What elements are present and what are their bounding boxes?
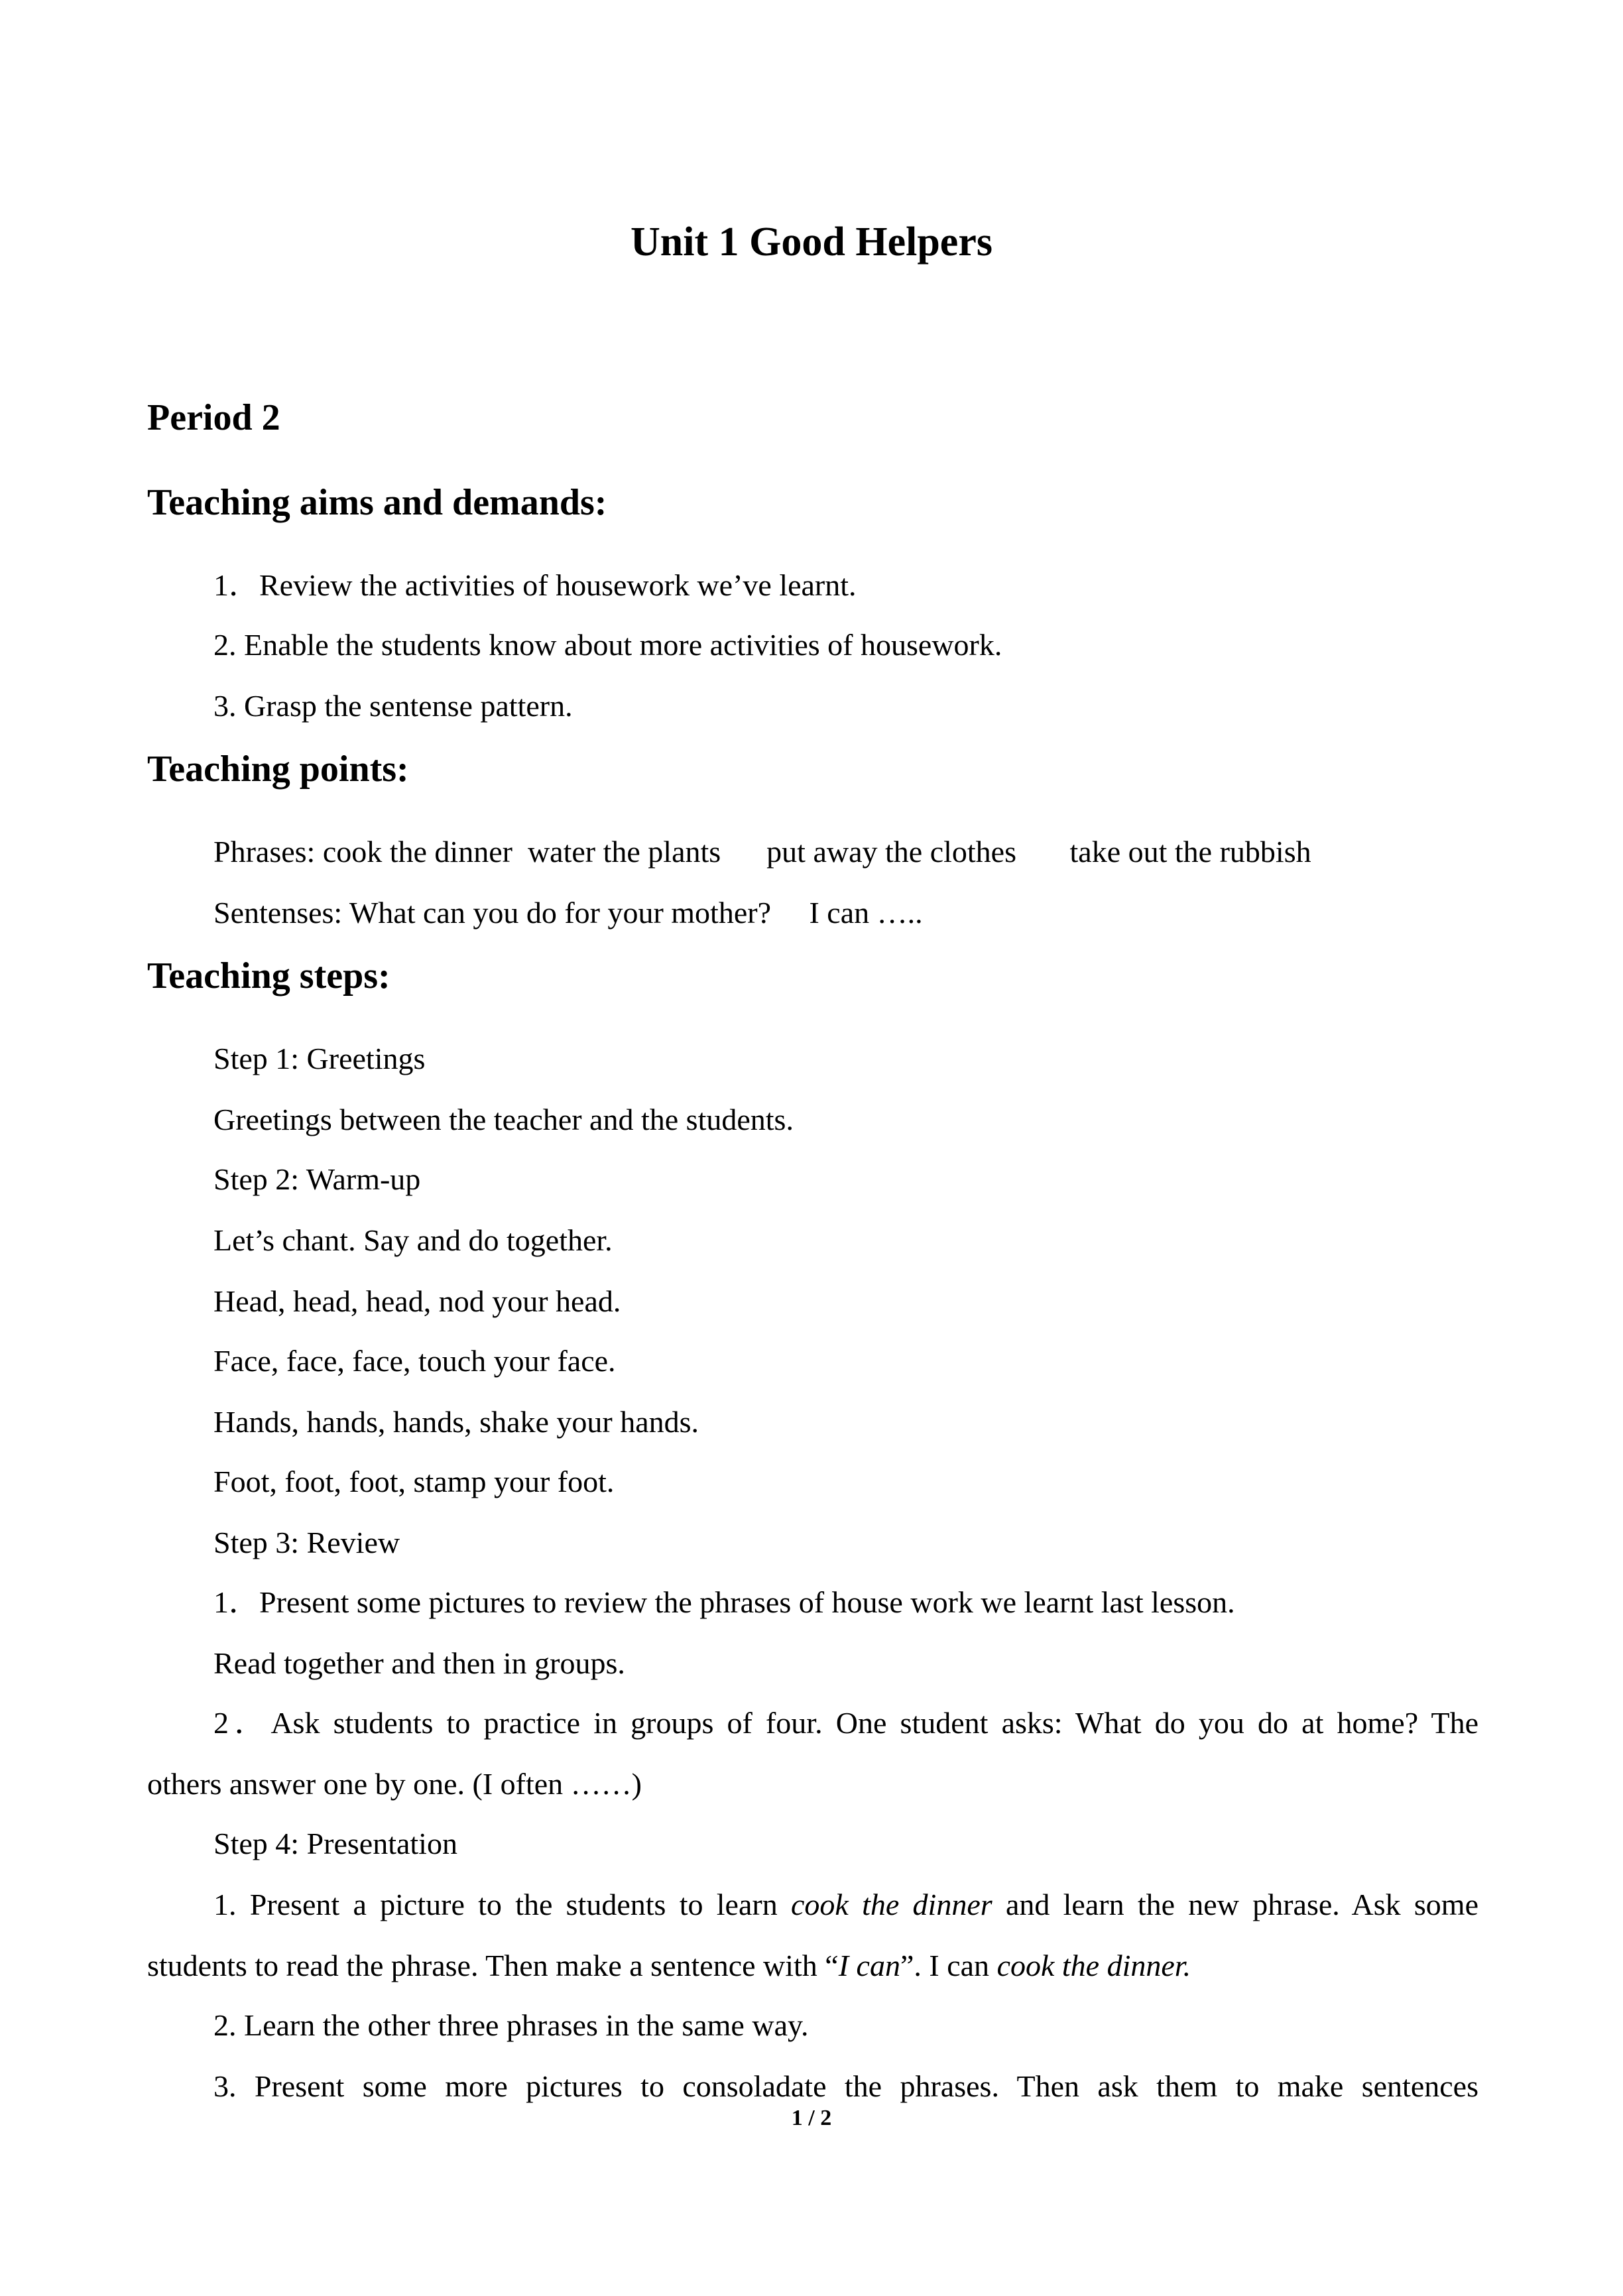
- quote-emphasis: I can: [838, 1949, 900, 1982]
- chant-line: Hands, hands, hands, shake your hands.: [213, 1405, 699, 1439]
- phrase-emphasis: cook the dinner: [790, 1888, 992, 1921]
- step3-item-continued: others answer one by one. (I often ……): [147, 1767, 642, 1801]
- points-heading: Teaching points:: [147, 749, 409, 790]
- step3-title: Step 3: Review: [213, 1526, 400, 1559]
- step1-title: Step 1: Greetings: [213, 1042, 426, 1075]
- document-title: Unit 1 Good Helpers: [631, 219, 992, 265]
- phrase-emphasis: cook the dinner.: [996, 1949, 1191, 1982]
- step2-intro: Let’s chant. Say and do together.: [213, 1223, 613, 1257]
- aims-heading: Teaching aims and demands:: [147, 482, 607, 523]
- step4-title: Step 4: Presentation: [213, 1827, 457, 1860]
- step2-title: Step 2: Warm-up: [213, 1162, 421, 1196]
- step3-item: 1．Present some pictures to review the phrases of house work we learnt last lesson.: [213, 1585, 1235, 1619]
- chant-line: Foot, foot, foot, stamp your foot.: [213, 1465, 615, 1498]
- steps-heading: Teaching steps:: [147, 955, 391, 997]
- step3-item-continued: Read together and then in groups.: [213, 1646, 625, 1680]
- chant-line: Head, head, head, nod your head.: [213, 1284, 621, 1318]
- chant-line: Face, face, face, touch your face.: [213, 1344, 616, 1378]
- step1-text: Greetings between the teacher and the students.: [213, 1103, 794, 1136]
- step3-item: 2．Ask students to practice in groups of four. One student asks: What do you do at home? The: [213, 1706, 1478, 1740]
- aims-item: 2. Enable the students know about more activities of housework.: [213, 628, 1002, 662]
- period-heading: Period 2: [147, 397, 280, 438]
- step4-item: 1. Present a picture to the students to learn cook the dinner and learn the new phrase. Ask some: [213, 1888, 1478, 1921]
- page-number: 1 / 2: [791, 2106, 832, 2130]
- aims-item: 1．Review the activities of housework we’ve learnt.: [213, 568, 857, 602]
- step4-item: 3. Present some more pictures to consoladate the phrases. Then ask them to make sentences: [213, 2069, 1478, 2103]
- aims-item: 3. Grasp the sentense pattern.: [213, 689, 573, 723]
- step4-item: 2. Learn the other three phrases in the same way.: [213, 2008, 809, 2042]
- step4-item-continued: students to read the phrase. Then make a sentence with “I can”. I can cook the dinner.: [147, 1949, 1191, 1982]
- points-sentences: Sentenses: What can you do for your mother? I can …..: [213, 896, 923, 930]
- points-phrases: Phrases: cook the dinner water the plants put away the clothes take out the rubbish: [213, 835, 1311, 869]
